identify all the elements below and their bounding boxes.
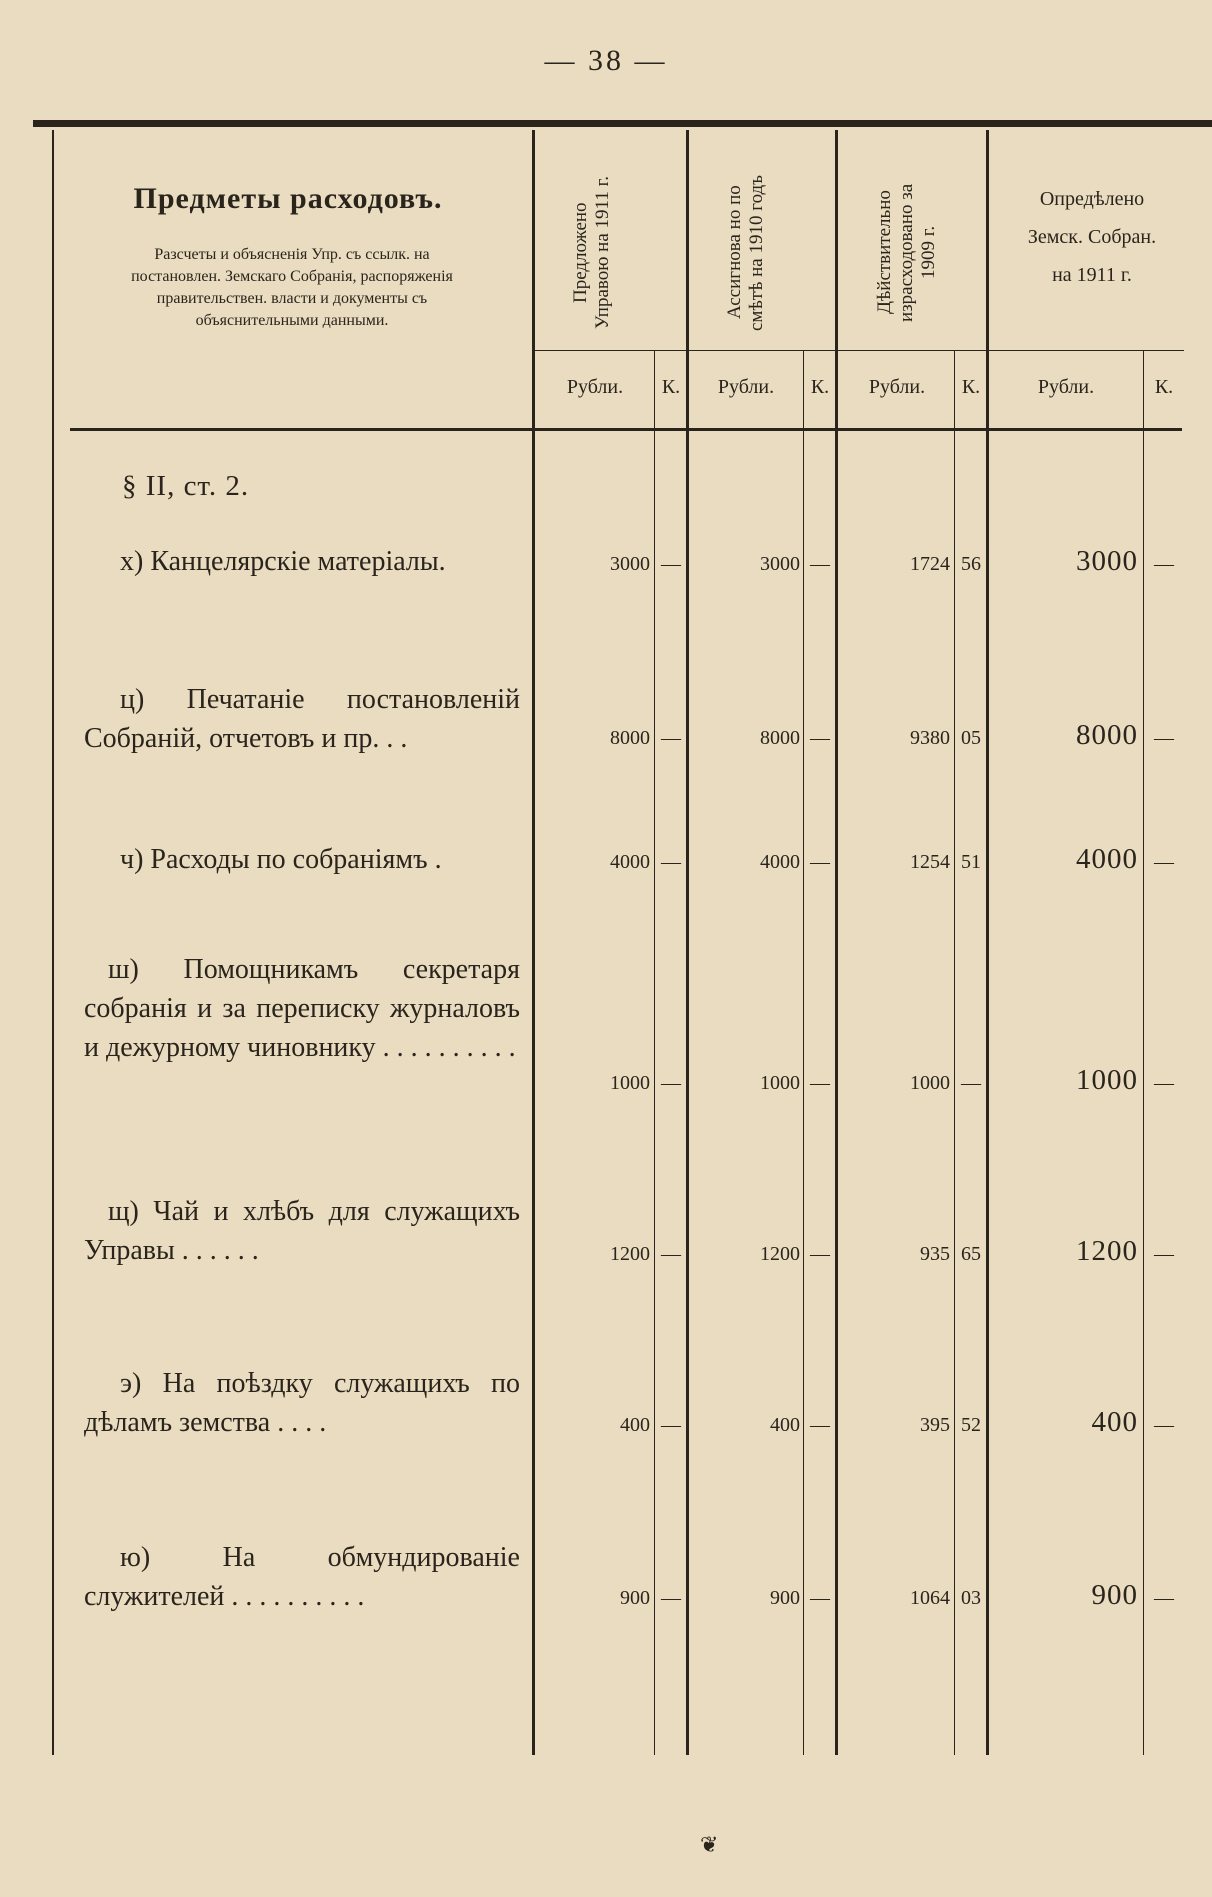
page-number: — 38 — [544,44,668,77]
final-kopecks: — [1154,1587,1174,1609]
final-rubles: 1000 [1076,1064,1138,1096]
spent-rubles: 1724 [910,553,950,575]
column-divider [803,350,804,1755]
assigned-kopecks: — [810,1243,830,1265]
spent-rubles: 935 [920,1243,950,1265]
expense-item-text: ш) Помощникамъ секретаря собранія и за переписку журналовъ и дежурному чиновнику . . . . . . . . . . [84,954,520,1063]
header-bottom-rule [70,428,1182,431]
assigned-rubles: 1200 [760,1243,800,1265]
proposed-kopecks: — [661,727,681,749]
column-divider [835,130,838,1755]
final-kopecks: — [1154,851,1174,873]
kop-label: К. [810,376,830,398]
proposed-rubles: 400 [620,1414,650,1436]
proposed-rubles: 1000 [610,1072,650,1094]
assigned-kopecks: — [810,727,830,749]
expense-item-text: ю) На обмундированіе служителей . . . . . . . . . . [84,1542,520,1612]
assigned-rubles: 3000 [760,553,800,575]
assigned-kopecks: — [810,851,830,873]
rubli-label: Рубли. [566,376,624,398]
final-header-line: Опредѣлено [1039,188,1145,210]
column-divider [1143,350,1144,1755]
column-divider [532,130,535,1755]
proposed-kopecks: — [661,1587,681,1609]
proposed-kopecks: — [661,1414,681,1436]
spent-kopecks: 65 [961,1243,981,1265]
final-kopecks: — [1154,553,1174,575]
table-subtitle: Разсчеты и объясненія Упр. съ ссылк. на постановлен. Земскаго Собранія, распоряженія правительствен. власти и документы съ объяснительными данными. [131,246,453,329]
final-kopecks: — [1154,1414,1174,1436]
table-left-border [52,130,54,1755]
printer-ornament-icon: ❦ [700,1832,719,1857]
final-rubles: 8000 [1076,719,1138,751]
expense-item-text: ц) Печатаніе постановленій Собраній, отчетовъ и пр. . . [84,684,520,754]
final-rubles: 900 [1091,1579,1138,1611]
proposed-kopecks: — [661,1072,681,1094]
proposed-kopecks: — [661,553,681,575]
proposed-rubles: 1200 [610,1243,650,1265]
rubli-label: Рубли. [868,376,926,398]
final-rubles: 400 [1091,1406,1138,1438]
rubli-label: Рубли. [717,376,775,398]
assigned-rubles: 900 [770,1587,800,1609]
spent-kopecks: 05 [961,727,981,749]
kop-label: К. [661,376,681,398]
spent-rubles: 1000 [910,1072,950,1094]
kop-label: К. [961,376,981,398]
column-header-assigned: Ассигнова но по смѣтѣ на 1910 годъ [724,174,767,331]
final-kopecks: — [1154,727,1174,749]
kop-label: К. [1154,376,1174,398]
column-divider [986,130,989,1755]
assigned-kopecks: — [810,1414,830,1436]
expense-item-text: ч) Расходы по собраніямъ . [120,844,442,875]
assigned-kopecks: — [810,1587,830,1609]
final-kopecks: — [1154,1072,1174,1094]
assigned-rubles: 1000 [760,1072,800,1094]
spent-kopecks: 51 [961,851,981,873]
final-kopecks: — [1154,1243,1174,1265]
final-rubles: 4000 [1076,843,1138,875]
spent-rubles: 1064 [910,1587,950,1609]
proposed-kopecks: — [661,1243,681,1265]
column-divider [686,130,689,1755]
column-divider [954,350,955,1755]
assigned-kopecks: — [810,553,830,575]
rubli-label: Рубли. [1037,376,1095,398]
spent-kopecks: 52 [961,1414,981,1436]
expense-item-text: э) На поѣздку служащихъ по дѣламъ земства . . . . [84,1368,520,1438]
spent-kopecks: — [961,1072,981,1094]
column-header-final [992,180,1192,294]
column-divider [654,350,655,1755]
column-header-spent: Дѣйствительно израсходовано за 1909 г. [874,183,939,322]
final-rubles: 3000 [1076,545,1138,577]
header-subdivider [534,350,1184,351]
proposed-rubles: 3000 [610,553,650,575]
spent-rubles: 1254 [910,851,950,873]
spent-kopecks: 03 [961,1587,981,1609]
assigned-rubles: 4000 [760,851,800,873]
proposed-rubles: 900 [620,1587,650,1609]
section-label: § II, ст. 2. [122,470,250,502]
top-rule [33,120,1212,127]
final-header-line: Земск. Собран. [1027,226,1157,248]
final-header-line: на 1911 г. [1052,264,1132,286]
column-header-proposed: Предложено Управою на 1911 г. [570,176,613,329]
final-rubles: 1200 [1076,1235,1138,1267]
proposed-rubles: 8000 [610,727,650,749]
proposed-kopecks: — [661,851,681,873]
proposed-rubles: 4000 [610,851,650,873]
assigned-rubles: 8000 [760,727,800,749]
spent-rubles: 9380 [910,727,950,749]
table-title: Предметы расходовъ. [133,182,443,215]
spent-kopecks: 56 [961,553,981,575]
assigned-kopecks: — [810,1072,830,1094]
expense-item-text: щ) Чай и хлѣбъ для служащихъ Управы . . . . . . [84,1196,520,1266]
assigned-rubles: 400 [770,1414,800,1436]
spent-rubles: 395 [920,1414,950,1436]
expense-item-text: х) Канцелярскіе матеріалы. [120,546,446,577]
